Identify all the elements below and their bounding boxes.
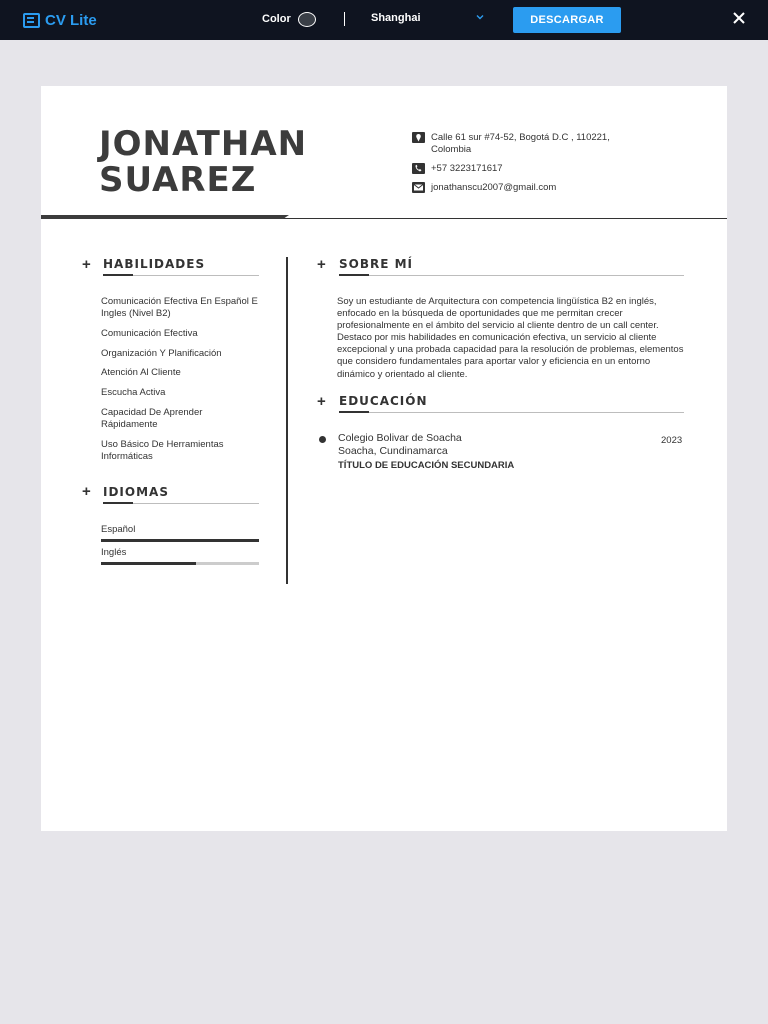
top-toolbar xyxy=(0,0,768,40)
skill-item: Comunicación Efectiva En Español E Ingles (Nivel B2) xyxy=(101,296,258,319)
phone-icon xyxy=(412,163,425,174)
download-button[interactable]: DESCARGAR xyxy=(513,7,621,33)
about-title: SOBRE MÍ xyxy=(339,257,414,271)
education-place: Soacha, Cundinamarca xyxy=(338,445,448,457)
template-select[interactable]: Shanghai xyxy=(371,12,421,24)
skill-item: Capacidad De Aprender Rápidamente xyxy=(101,407,203,430)
language-level-fill xyxy=(101,539,259,542)
plus-icon: + xyxy=(317,256,326,273)
language-name: Español xyxy=(101,524,136,535)
phone-text: +57 3223171617 xyxy=(431,163,503,174)
bullet-icon xyxy=(319,436,326,443)
education-title: EDUCACIÓN xyxy=(339,394,428,408)
logo-text: CV Lite xyxy=(45,11,97,29)
address-line-1: Calle 61 sur #74-52, Bogotá D.C , 110221, xyxy=(431,132,610,143)
language-level-bar xyxy=(101,539,259,542)
skill-item: Comunicación Efectiva xyxy=(101,328,198,339)
color-picker-button[interactable] xyxy=(298,12,316,27)
language-level-bar xyxy=(101,562,259,565)
skill-item: Organización Y Planificación xyxy=(101,348,222,359)
address-line-2: Colombia xyxy=(431,144,472,155)
chevron-down-icon[interactable] xyxy=(475,12,485,22)
app-logo[interactable] xyxy=(23,11,97,29)
education-degree: TÍTULO DE EDUCACIÓN SECUNDARIA xyxy=(338,460,515,471)
resume-name xyxy=(99,126,307,198)
plus-icon: + xyxy=(82,483,91,500)
skills-title-underline xyxy=(103,275,259,276)
location-pin-icon xyxy=(412,132,425,143)
skill-item: Atención Al Cliente xyxy=(101,367,181,378)
first-name: JONATHAN xyxy=(99,124,308,164)
languages-title-underline xyxy=(103,503,259,504)
plus-icon: + xyxy=(82,256,91,273)
header-accent-bar xyxy=(41,215,283,219)
skills-title: HABILIDADES xyxy=(103,257,206,271)
skill-item: Escucha Activa xyxy=(101,387,166,398)
education-title-underline xyxy=(339,412,684,413)
education-school: Colegio Bolivar de Soacha xyxy=(338,432,462,444)
about-text: Soy un estudiante de Arquitectura con competencia lingüística B2 en inglés, enfocado en la búsqueda de oportunidades que me permitan crecer profesionalmente en el ámbito del servicio al cliente dentro de un call center. Destaco por mis habilidades en comunicación efectiva, un servicio al cliente excepcional y una probada capacidad para la resolución de problemas, elementos que considero fundamentales para aportar valor y eficiencia en un entorno dinámico y orientado al cliente. xyxy=(337,296,684,380)
last-name: SUAREZ xyxy=(99,160,257,200)
column-divider xyxy=(286,257,288,584)
language-name: Inglés xyxy=(101,547,127,558)
close-icon[interactable] xyxy=(732,11,746,25)
color-label: Color xyxy=(262,13,291,25)
about-title-underline xyxy=(339,275,684,276)
education-year: 2023 xyxy=(661,435,683,446)
email-text: jonathanscu2007@gmail.com xyxy=(431,182,557,193)
toolbar-divider xyxy=(344,12,345,26)
email-icon xyxy=(412,182,425,193)
languages-title: IDIOMAS xyxy=(103,485,169,499)
language-level-fill xyxy=(101,562,196,565)
plus-icon: + xyxy=(317,393,326,410)
resume-logo-icon xyxy=(23,13,40,28)
skill-item: Uso Básico De Herramientas Informáticas xyxy=(101,439,224,462)
resume-page xyxy=(41,86,727,831)
